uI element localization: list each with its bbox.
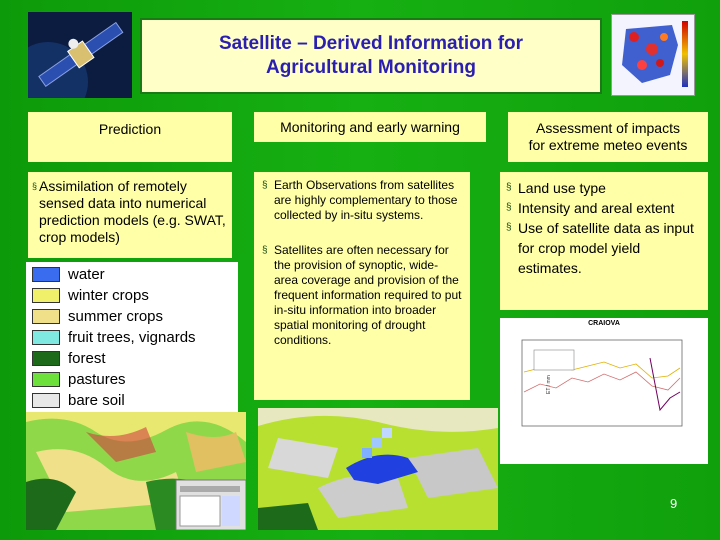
monitoring-heading-box — [254, 112, 486, 142]
legend-swatch — [32, 393, 60, 408]
legend-swatch — [32, 351, 60, 366]
legend-label: winter crops — [68, 287, 149, 304]
assessment-body-box — [500, 172, 708, 310]
svg-text:ET / mm: ET / mm — [546, 375, 552, 394]
assessment-heading-line-2: for extreme meteo events — [528, 137, 688, 153]
land-use-legend — [26, 262, 238, 412]
satellite-image — [28, 12, 132, 98]
assessment-point: § Intensity and areal extent — [506, 198, 702, 218]
craiova-chart — [500, 318, 708, 464]
prediction-body-box — [28, 172, 232, 258]
title-line-2: Agricultural Monitoring — [265, 57, 477, 78]
assessment-points — [506, 178, 702, 278]
legend-item — [26, 306, 238, 327]
legend-swatch — [32, 330, 60, 345]
monitoring-heading: Monitoring and early warning — [280, 118, 460, 135]
bullet-icon: § — [32, 181, 38, 191]
monitoring-point: § Earth Observations from satellites are highly complementary to those collected by in-situ systems. — [262, 178, 462, 223]
legend-label: forest — [68, 350, 106, 367]
legend-item — [26, 285, 238, 306]
page-number: 9 — [670, 496, 678, 511]
legend-item — [26, 369, 238, 390]
assessment-point: § Use of satellite data as input for crop model yield estimates. — [506, 218, 702, 278]
legend-item — [26, 327, 238, 348]
legend-label: summer crops — [68, 308, 164, 325]
legend-swatch — [32, 372, 60, 387]
legend-swatch — [32, 267, 60, 282]
legend-label: water — [68, 266, 105, 283]
colored-data-map — [611, 14, 695, 96]
chart-title: CRAIOVA — [588, 320, 620, 327]
monitoring-point: § Satellites are often necessary for the provision of synoptic, wide-area coverage and provision of the frequent information required to put in-situ information into broader spatial monitoring of drought conditions. — [262, 243, 462, 348]
legend-item — [26, 348, 238, 369]
monitoring-points — [262, 178, 462, 348]
legend-label: fruit trees, vignards — [68, 329, 196, 346]
prediction-heading: Prediction — [98, 120, 162, 137]
drought-map — [258, 408, 498, 530]
legend-label: bare soil — [68, 392, 125, 409]
legend-item — [26, 390, 238, 411]
title-line-1: Satellite – Derived Information for — [218, 33, 524, 54]
prediction-heading-box — [28, 112, 232, 162]
assessment-heading-box — [508, 112, 708, 162]
legend-swatch — [32, 309, 60, 324]
legend-swatch — [32, 288, 60, 303]
assessment-heading-line-1: Assessment of impacts — [536, 120, 680, 136]
land-use-map — [26, 412, 246, 530]
prediction-body: Assimilation of remotely sensed data into numerical prediction models (e.g. SWAT, crop models) — [39, 178, 226, 245]
title-box — [140, 18, 602, 94]
legend-item — [26, 264, 238, 285]
legend-label: pastures — [68, 371, 126, 388]
assessment-point: § Land use type — [506, 178, 702, 198]
monitoring-body-box — [254, 172, 470, 400]
